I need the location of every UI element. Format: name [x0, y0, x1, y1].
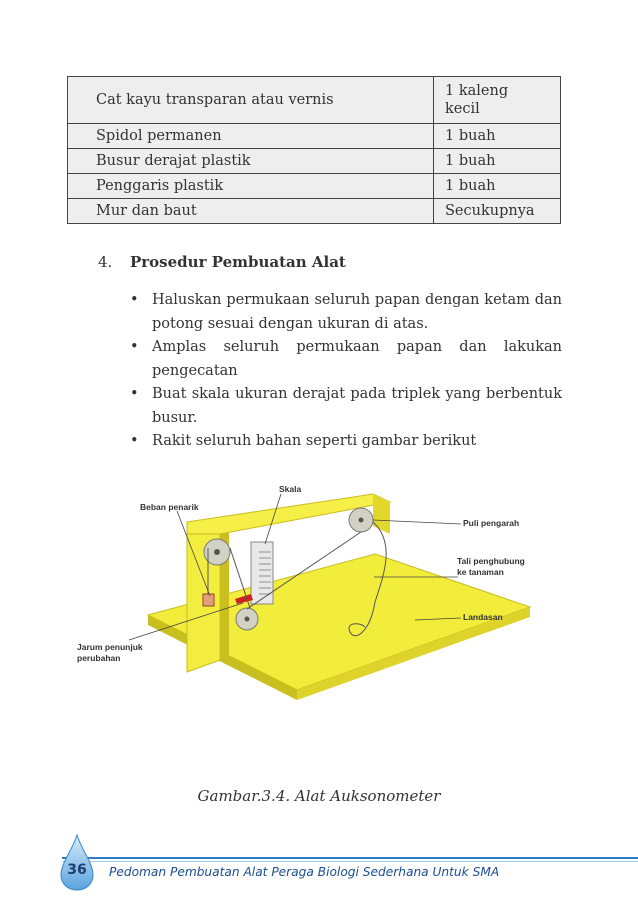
table-cell-item: Spidol permanen	[68, 124, 434, 149]
label-tali-2: ke tanaman	[457, 567, 504, 577]
qty-line: kecil	[445, 101, 480, 117]
table-row	[68, 174, 561, 199]
figure-caption: Gambar.3.4. Alat Auksonometer	[197, 787, 441, 805]
table-cell-item: Cat kayu transparan atau vernis	[68, 77, 434, 124]
label-skala: Skala	[279, 484, 302, 494]
list-item-text: Amplas seluruh permukaan papan dan lakukan pengecatan	[152, 339, 562, 379]
qty-line: 1 kaleng	[445, 83, 509, 99]
footer-rule	[62, 857, 638, 859]
bullet-icon: •	[130, 339, 139, 355]
table-cell-item: Mur dan baut	[68, 199, 434, 224]
bullet-icon: •	[130, 292, 139, 308]
section-heading	[98, 253, 346, 271]
procedure-list	[124, 289, 562, 454]
label-puli: Puli pengarah	[463, 518, 520, 528]
bullet-icon: •	[130, 433, 139, 449]
bullet-icon: •	[130, 386, 139, 402]
section-number: 4.	[98, 253, 113, 271]
table-row	[68, 149, 561, 174]
frame-arm-end	[373, 494, 390, 534]
table-cell-qty: 1 buah	[434, 174, 561, 199]
label-tali-1: Tali penghubung	[457, 556, 525, 566]
footer-rule-thin	[62, 861, 638, 862]
footer-title: Pedoman Pembuatan Alat Peraga Biologi Sederhana Untuk SMA	[109, 865, 500, 879]
table-cell-qty: 1 buah	[434, 149, 561, 174]
label-landasan: Landasan	[463, 612, 503, 622]
list-item-text: Rakit seluruh bahan seperti gambar berikut	[152, 433, 477, 449]
table-cell-qty: Secukupnya	[434, 199, 561, 224]
section-title: Prosedur Pembuatan Alat	[130, 253, 346, 271]
materials-table	[67, 76, 561, 224]
list-item-text: Haluskan permukaan seluruh papan dengan ketam dan potong sesuai dengan ukuran di atas.	[152, 292, 562, 332]
table-cell-qty: 1 buah	[434, 124, 561, 149]
list-item	[124, 336, 562, 383]
table-cell-item: Penggaris plastik	[68, 174, 434, 199]
table-row	[68, 124, 561, 149]
scale-plate	[251, 542, 273, 604]
page-number: 36	[67, 862, 87, 878]
label-jarum-1: Jarum penunjuk	[77, 642, 143, 652]
auxanometer-figure	[75, 482, 575, 732]
table-row	[68, 199, 561, 224]
table-cell-item: Busur derajat plastik	[68, 149, 434, 174]
label-jarum-2: perubahan	[77, 653, 121, 663]
list-item	[124, 289, 562, 336]
list-item	[124, 430, 562, 454]
list-item	[124, 383, 562, 430]
table-row	[68, 77, 561, 124]
list-item-text: Buat skala ukuran derajat pada triplek yang berbentuk busur.	[152, 386, 562, 426]
label-beban: Beban penarik	[140, 502, 199, 512]
table-cell-qty	[434, 77, 561, 124]
weight	[203, 594, 214, 606]
